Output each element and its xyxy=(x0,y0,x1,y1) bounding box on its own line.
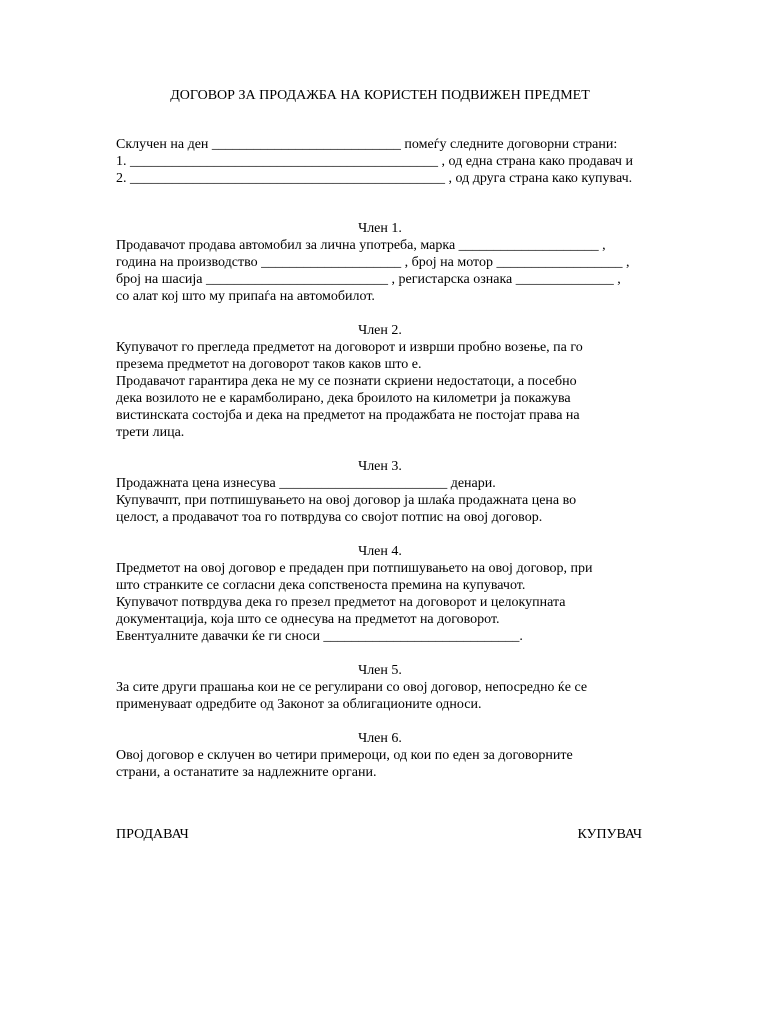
article-line: дека возилото не е карамболирано, дека броилото на километри ја покажува xyxy=(116,391,571,406)
article-line: страни, а останатите за надлежните органи. xyxy=(116,765,377,780)
article-line: целост, а продавачот тоа го потврдува со својот потпис на овој договор. xyxy=(116,510,543,525)
article-line: што странките се согласни дека сопственоста премина на купувачот. xyxy=(116,578,526,593)
article-line: Купувачот го прегледа предметот на договорот и изврши пробно возење, па го xyxy=(116,340,583,355)
article-heading: Член 3. xyxy=(358,459,402,474)
signature-block xyxy=(116,826,642,843)
article-heading: Член 2. xyxy=(358,323,402,338)
article-line: презема предметот на договорот таков каков што е. xyxy=(116,357,422,372)
intro-line: 1. ____________________________________________ , од една страна како продавач и xyxy=(116,154,633,169)
document-page xyxy=(116,86,644,781)
article-heading: Член 1. xyxy=(358,221,402,236)
article-2 xyxy=(116,322,644,441)
article-line: трети лица. xyxy=(116,425,185,440)
article-line: За сите други прашања кои не се регулирани со овој договор, непосредно ќе се xyxy=(116,680,588,695)
article-line: година на производство ____________________ , број на мотор __________________ , xyxy=(116,255,630,270)
article-line: Овој договор е склучен во четири примероци, од кои по еден за договорните xyxy=(116,748,573,763)
article-heading: Член 6. xyxy=(358,731,402,746)
article-line: Предметот на овој договор е предаден при потпишувањето на овој договор, при xyxy=(116,561,593,576)
article-line: вистинската состојба и дека на предметот на продажбата не постојат права на xyxy=(116,408,580,423)
buyer-signature-label: КУПУВАЧ xyxy=(577,827,642,842)
article-line: документација, која што се однесува на предметот на договорот. xyxy=(116,612,500,627)
contract-intro xyxy=(116,136,644,187)
article-line: применуваат одредбите од Законот за облигационите односи. xyxy=(116,697,482,712)
article-6 xyxy=(116,730,644,781)
article-5 xyxy=(116,662,644,713)
article-1 xyxy=(116,220,644,305)
intro-line: Склучен на ден ___________________________ помеѓу следните договорни страни: xyxy=(116,137,618,152)
article-heading: Член 5. xyxy=(358,663,402,678)
article-4 xyxy=(116,543,644,645)
article-3 xyxy=(116,458,644,526)
article-heading: Член 4. xyxy=(358,544,402,559)
article-line: Продавачот продава автомобил за лична употреба, марка ____________________ , xyxy=(116,238,606,253)
document-title: ДОГОВОР ЗА ПРОДАЖБА НА КОРИСТЕН ПОДВИЖЕН ПРЕДМЕТ xyxy=(170,88,590,103)
article-line: со алат кој што му припаѓа на автомобилот. xyxy=(116,289,375,304)
intro-line: 2. _____________________________________________ , од друга страна како купувач. xyxy=(116,171,633,186)
article-line: број на шасија __________________________ , регистарска ознака ______________ , xyxy=(116,272,621,287)
article-line: Продажната цена изнесува ________________________ денари. xyxy=(116,476,496,491)
seller-signature-label: ПРОДАВАЧ xyxy=(116,827,189,842)
article-line: Купувачот потврдува дека го презел предметот на договорот и целокупната xyxy=(116,595,566,610)
article-line: Продавачот гарантира дека не му се познати скриени недостатоци, а посебно xyxy=(116,374,577,389)
article-line: Евентуалните давачки ќе ги сноси ____________________________. xyxy=(116,629,523,644)
article-line: Купувачпт, при потпишувањето на овој договор ја шлаќа продажната цена во xyxy=(116,493,577,508)
